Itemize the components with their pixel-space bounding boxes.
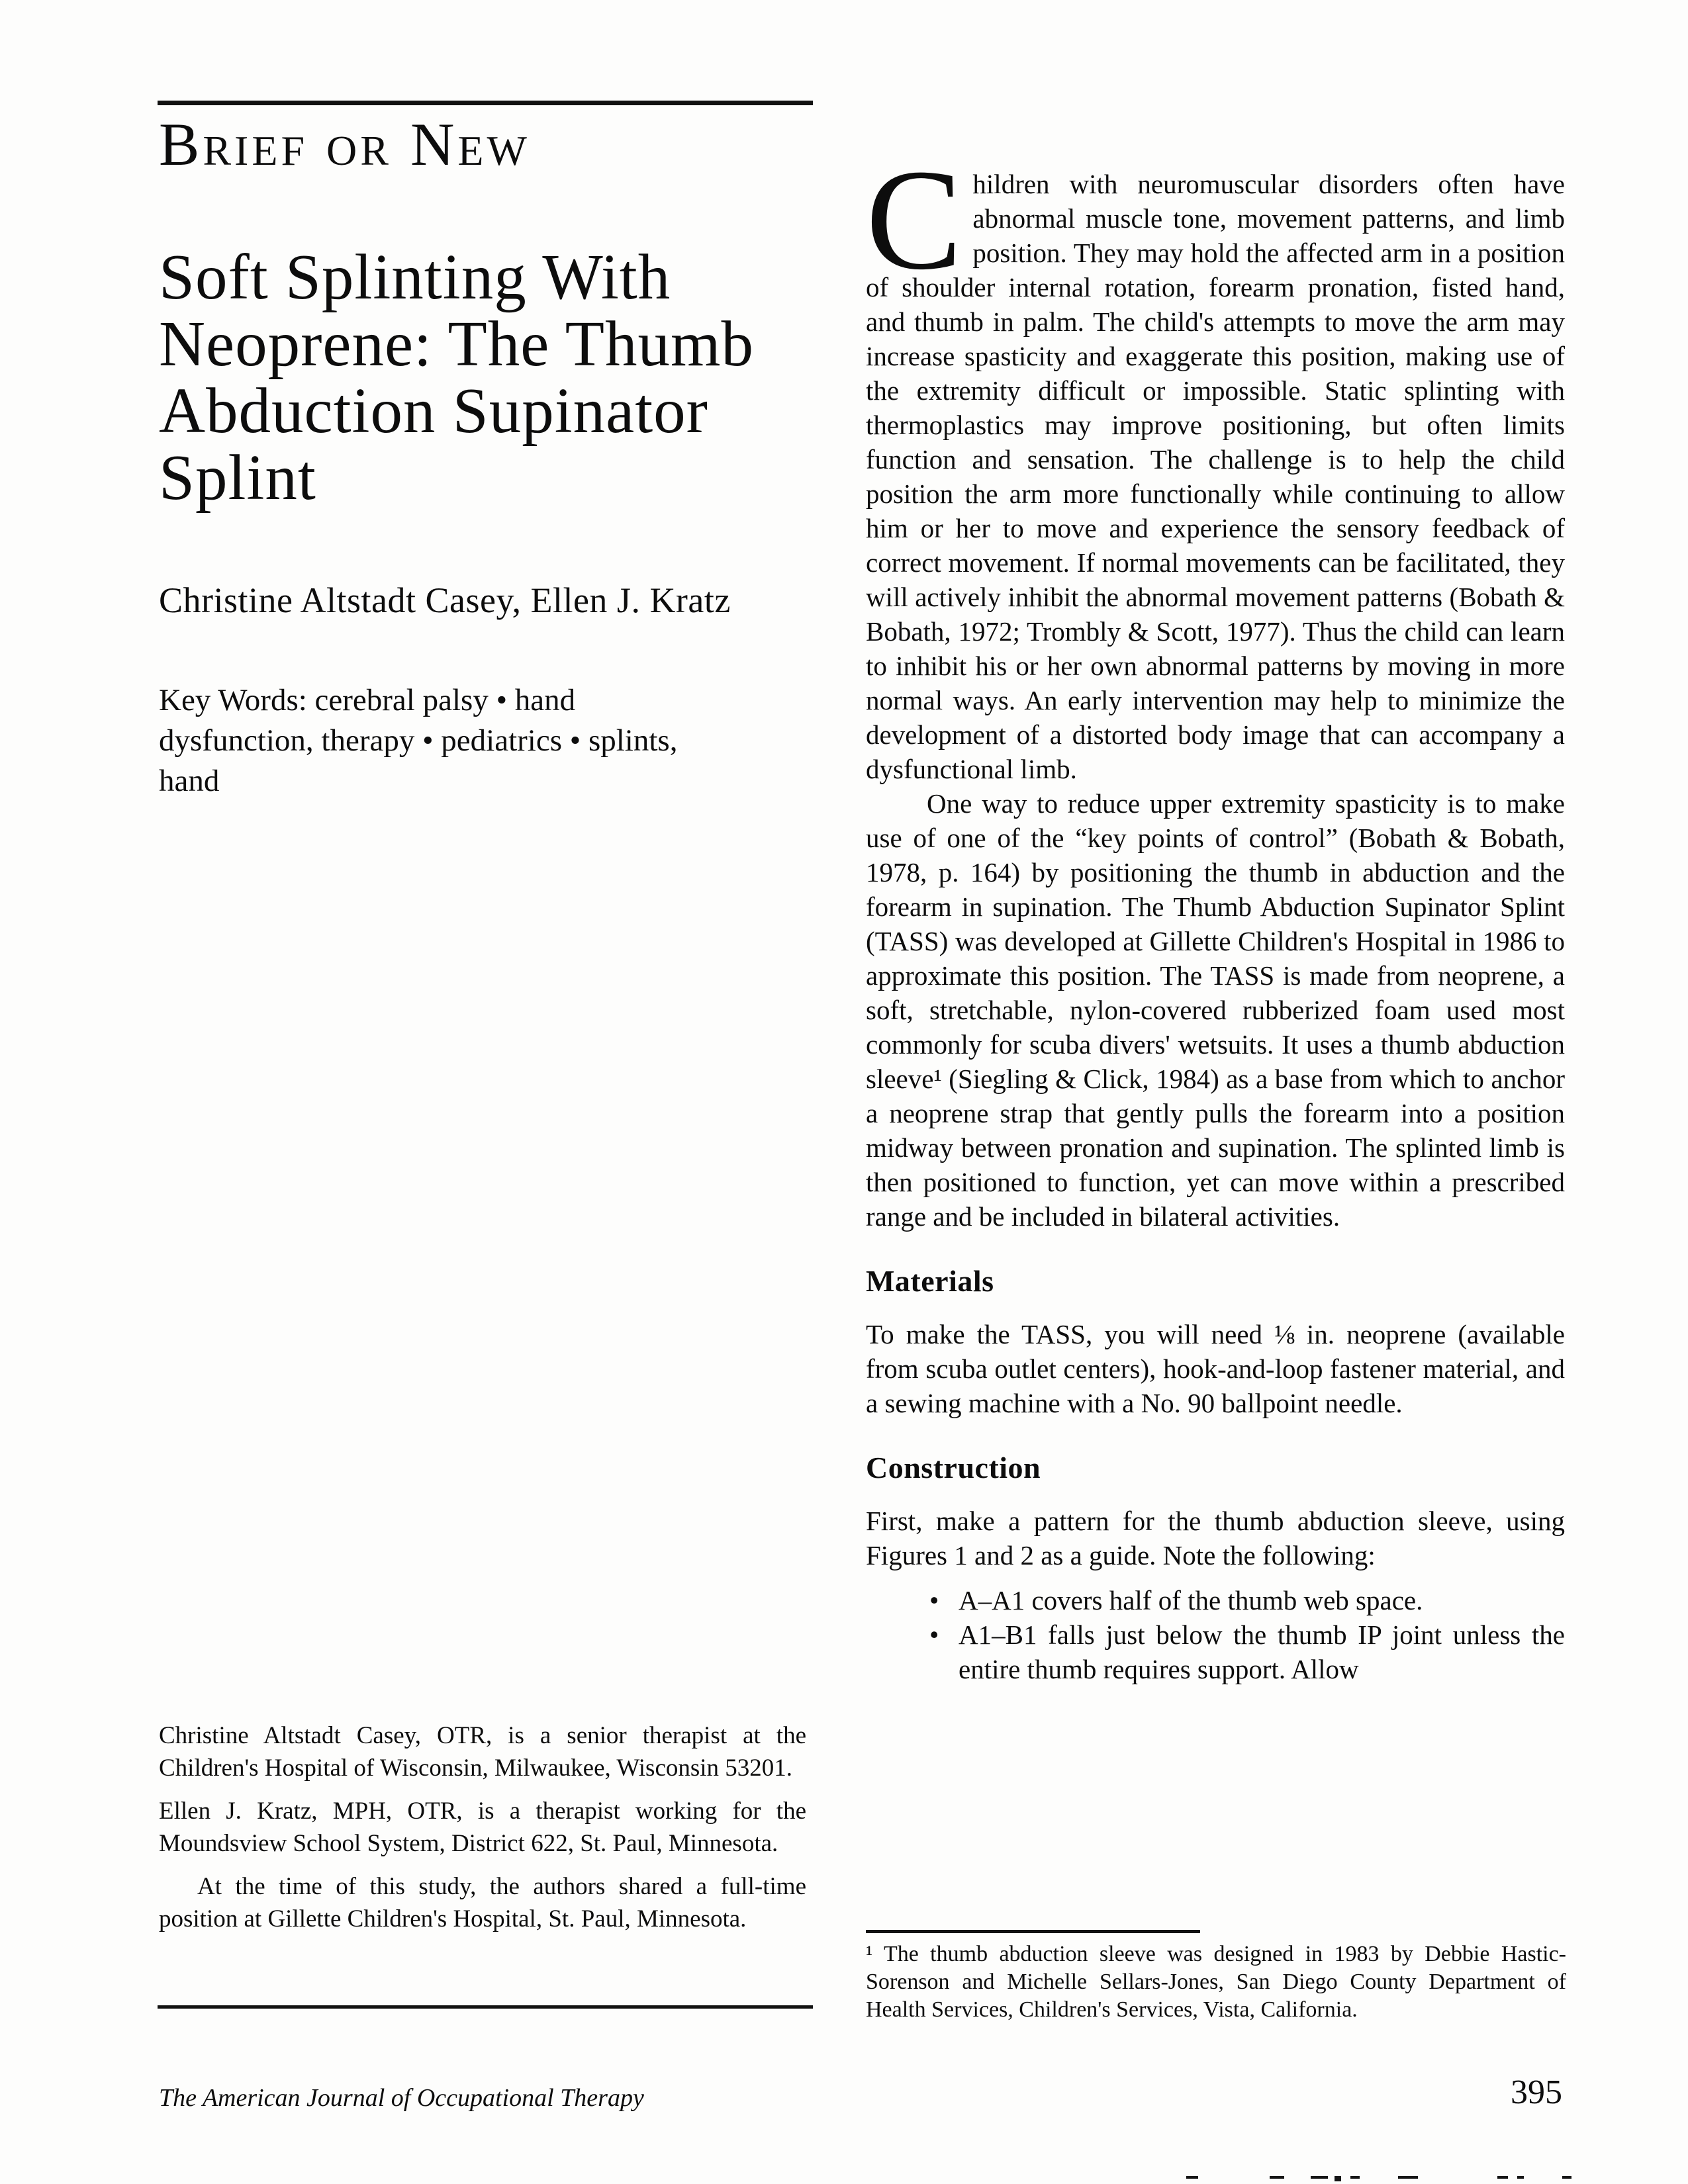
- drop-cap: C: [866, 140, 962, 300]
- construction-paragraph: First, make a pattern for the thumb abduction sleeve, using Figures 1 and 2 as a guide. Note the following:: [866, 1506, 1565, 1570]
- affiliation-author-2: Ellen J. Kratz, MPH, OTR, is a therapist working for the Moundsview School System, District 622, St. Paul, Minnesota.: [159, 1797, 806, 1857]
- footer-journal-title: The American Journal of Occupational Therapy: [159, 2084, 644, 2112]
- top-rule: [158, 101, 813, 105]
- scan-artifact: [1497, 2176, 1508, 2179]
- intro-paragraph-1: [866, 140, 1565, 786]
- scan-artifact: [1350, 2176, 1360, 2179]
- scan-artifact: [1562, 2176, 1571, 2179]
- keywords-line: Key Words: cerebral palsy • hand: [159, 683, 576, 717]
- author-byline: Christine Altstadt Casey, Ellen J. Kratz: [159, 580, 731, 620]
- bullet-icon: •: [929, 1585, 939, 1615]
- scan-artifact: [1398, 2176, 1418, 2179]
- affiliations-rule: [158, 2005, 813, 2009]
- article-title-line: Splint: [159, 442, 316, 513]
- construction-bullet-list: [866, 1583, 1565, 1686]
- scan-artifact: [1517, 2176, 1524, 2179]
- materials-paragraph: To make the TASS, you will need ⅛ in. neoprene (available from scuba outlet centers), hook-and-loop fastener material, and a sewing machine with a No. 90 ballpoint needle.: [866, 1319, 1565, 1418]
- list-item: [929, 1583, 1565, 1617]
- article-title-line: Soft Splinting With: [159, 242, 671, 312]
- article-title-line: Abduction Supinator: [159, 375, 708, 446]
- body-column: [866, 140, 1565, 1686]
- article-title-line: Neoprene: The Thumb: [159, 308, 754, 379]
- footnote: ¹ The thumb abduction sleeve was designed in 1983 by Debbie Hastic-Sorenson and Michelle Sellars-Jones, San Diego County Department of Health Services, Children's Services, Vista, California.: [866, 1942, 1566, 2022]
- section-label: Brief or New: [159, 111, 530, 178]
- article-title: [159, 244, 821, 511]
- intro-paragraph-2: One way to reduce upper extremity spasticity is to make use of one of the “key points of control” (Bobath & Bobath, 1978, p. 164) by positioning the thumb in abduction and the forearm in supination. The Thumb Abduction Supinator Splint (TASS) was developed at Gillette Children's Hospital in 1986 to approximate this position. The TASS is made from neoprene, a soft, stretchable, nylon-covered rubberized foam used most commonly for scuba divers' wetsuits. It uses a thumb abduction sleeve¹ (Siegling & Click, 1984) as a base from which to anchor a neoprene strap that gently pulls the forearm into a position midway between pronation and supination. The splinted limb is then positioned to function, yet can move within a prescribed range and be included in bilateral activities.: [866, 788, 1565, 1232]
- keywords-line: dysfunction, therapy • pediatrics • splints,: [159, 723, 678, 758]
- affiliation-author-1: Christine Altstadt Casey, OTR, is a senior therapist at the Children's Hospital of Wisconsin, Milwaukee, Wisconsin 53201.: [159, 1722, 806, 1782]
- intro-paragraph-1-text: hildren with neuromuscular disorders often have abnormal muscle tone, movement patterns, and limb position. They may hold the affected arm in a position of shoulder internal rotation, forearm pronation, fisted hand, and thumb in palm. The child's attempts to move the arm may increase spasticity and exaggerate this position, making use of the extremity difficult or impossible. Static splinting with thermoplastics may improve positioning, but often limits function and sensation. The challenge is to help the child position the arm more functionally while continuing to allow him or her to move and experience the sensory feedback of correct movement. If normal movements can be facilitated, they will actively inhibit the abnormal movement patterns (Bobath & Bobath, 1972; Trombly & Scott, 1977). Thus the child can learn to inhibit his or her own abnormal patterns by moving in more normal ways. An early intervention may help to minimize the development of a distorted body image that can accompany a dysfunctional limb.: [866, 169, 1565, 784]
- keywords-line: hand: [159, 764, 220, 798]
- scan-artifact: [1311, 2176, 1328, 2179]
- bullet-text: A–A1 covers half of the thumb web space.: [959, 1585, 1423, 1615]
- footnote-rule: [866, 1930, 1200, 1933]
- author-affiliations: [159, 1719, 806, 1935]
- materials-heading: Materials: [866, 1264, 994, 1298]
- scan-artifact: [1335, 2176, 1341, 2181]
- affiliation-study-note: At the time of this study, the authors shared a full-time position at Gillette Children's Hospital, St. Paul, Minnesota.: [159, 1873, 806, 1933]
- scan-artifact: [1270, 2176, 1284, 2179]
- keywords-block: [159, 680, 827, 801]
- bullet-text: A1–B1 falls just below the thumb IP joint unless the entire thumb requires support. Allow: [959, 1619, 1565, 1684]
- scan-artifact: [1186, 2176, 1198, 2179]
- construction-heading: Construction: [866, 1451, 1041, 1484]
- footer-page-number: 395: [1511, 2073, 1562, 2111]
- list-item: [929, 1617, 1565, 1686]
- bullet-icon: •: [929, 1619, 939, 1650]
